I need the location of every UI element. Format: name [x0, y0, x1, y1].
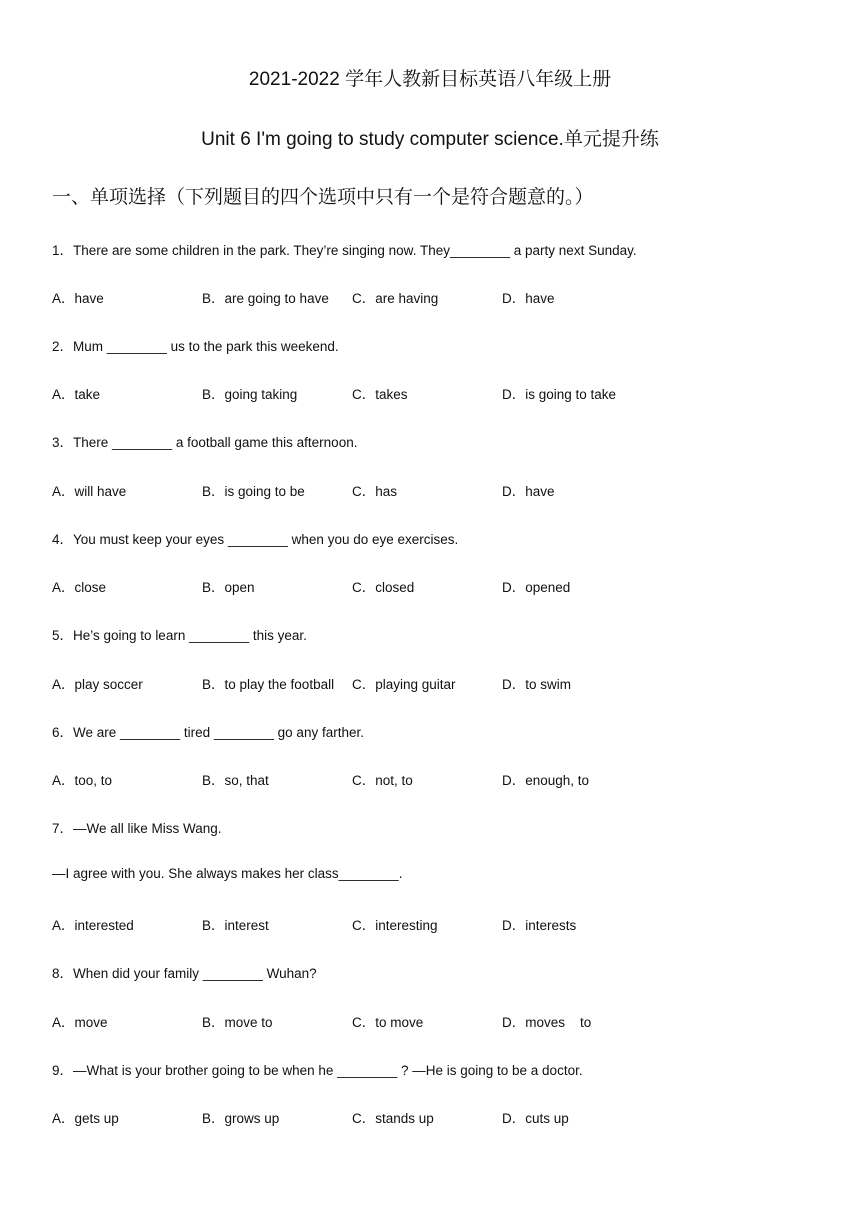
document-subtitle: Unit 6 I'm going to study computer science.单元提升练: [201, 129, 659, 150]
option-b: B．interest: [202, 918, 269, 933]
section-heading: 一、单项选择（下列题目的四个选项中只有一个是符合题意的。）: [52, 187, 594, 208]
option-b: B．grows up: [202, 1111, 280, 1126]
question-4-options: [52, 576, 832, 594]
question-7-text: 7．—We all like Miss Wang.: [52, 821, 222, 836]
option-d: D．to swim: [502, 677, 572, 692]
question-2-text: 2．Mum ________ us to the park this weekend.: [52, 339, 339, 354]
option-a: A．move: [52, 1015, 108, 1030]
question-9-options: [52, 1107, 832, 1125]
option-a: A．take: [52, 387, 101, 402]
option-c: C．are having: [352, 291, 439, 306]
option-d: D．have: [502, 484, 555, 499]
option-b: B．are going to have: [202, 291, 329, 306]
option-d: D．is going to take: [502, 387, 617, 402]
option-c: C．has: [352, 484, 398, 499]
option-b: B．so, that: [202, 773, 269, 788]
option-c: C．to move: [352, 1015, 424, 1030]
option-b: B．move to: [202, 1015, 273, 1030]
question-9-text: 9．—What is your brother going to be when he ________ ? —He is going to be a doctor.: [52, 1063, 583, 1078]
option-a: A．gets up: [52, 1111, 119, 1126]
question-8-text: 8．When did your family ________ Wuhan?: [52, 966, 317, 981]
question-2-options: [52, 383, 832, 401]
question-1-options: [52, 287, 832, 305]
option-c: C．closed: [352, 580, 415, 595]
option-d: D．cuts up: [502, 1111, 569, 1126]
question-5-text: 5．He’s going to learn ________ this year.: [52, 628, 307, 643]
option-d: D．enough, to: [502, 773, 590, 788]
question-5-options: [52, 673, 832, 691]
question-1-text: 1．There are some children in the park. They’re singing now. They________ a party next Sunday.: [52, 243, 637, 258]
option-b: B．going taking: [202, 387, 298, 402]
option-d: D．have: [502, 291, 555, 306]
question-6-options: [52, 769, 832, 787]
option-a: A．interested: [52, 918, 134, 933]
option-c: C．not, to: [352, 773, 413, 788]
document-title: 2021-2022 学年人教新目标英语八年级上册: [248, 69, 612, 90]
option-d: D．interests: [502, 918, 577, 933]
option-a: A．play soccer: [52, 677, 143, 692]
question-7-options: [52, 914, 832, 932]
option-b: B．to play the football: [202, 677, 335, 692]
option-c: C．interesting: [352, 918, 438, 933]
option-a: A．close: [52, 580, 107, 595]
question-3-text: 3．There ________ a football game this afternoon.: [52, 435, 358, 450]
option-c: C．playing guitar: [352, 677, 456, 692]
option-b: B．is going to be: [202, 484, 305, 499]
option-c: C．takes: [352, 387, 408, 402]
option-a: A．too, to: [52, 773, 113, 788]
option-d: D．opened: [502, 580, 571, 595]
option-b: B．open: [202, 580, 255, 595]
question-4-text: 4．You must keep your eyes ________ when you do eye exercises.: [52, 532, 459, 547]
option-a: A．have: [52, 291, 104, 306]
option-c: C．stands up: [352, 1111, 434, 1126]
question-6-text: 6．We are ________ tired ________ go any farther.: [52, 725, 364, 740]
question-8-options: [52, 1011, 832, 1029]
option-d: D．moves to: [502, 1015, 592, 1030]
option-a: A．will have: [52, 484, 127, 499]
question-7-text-reply: —I agree with you. She always makes her class________.: [52, 866, 403, 881]
question-3-options: [52, 480, 832, 498]
